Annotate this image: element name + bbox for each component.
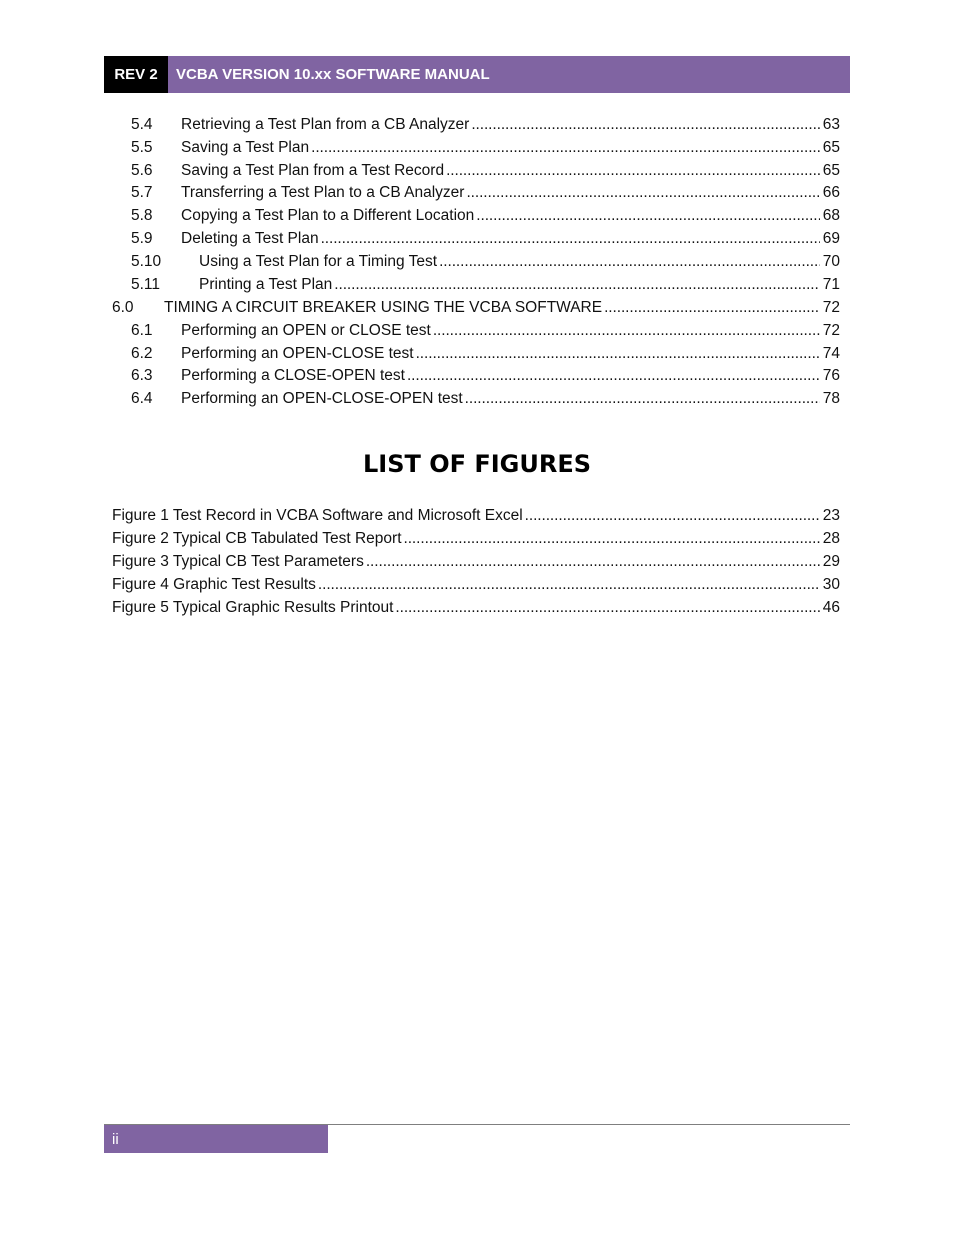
- toc-entry[interactable]: [131, 274, 840, 296]
- entry-title: Performing an OPEN-CLOSE test: [181, 345, 414, 362]
- entry-title: Figure 2 Typical CB Tabulated Test Report: [112, 530, 402, 547]
- toc-entry[interactable]: [112, 551, 840, 573]
- entry-number: 6.2: [131, 345, 153, 362]
- entry-page-number: 29: [822, 553, 840, 570]
- toc-entry[interactable]: [112, 597, 840, 619]
- entry-page-number: 46: [822, 599, 840, 616]
- entry-number: 6.4: [131, 390, 153, 407]
- toc-entry[interactable]: [131, 182, 840, 204]
- manual-title: VCBA VERSION 10.xx SOFTWARE MANUAL: [176, 66, 490, 83]
- entry-title: Retrieving a Test Plan from a CB Analyzer: [181, 116, 470, 133]
- entry-title: Using a Test Plan for a Timing Test: [199, 253, 438, 270]
- entry-number: 5.5: [131, 139, 153, 156]
- dot-leader: [404, 528, 821, 550]
- toc-entry[interactable]: [131, 343, 840, 365]
- entry-title: Performing a CLOSE-OPEN test: [181, 367, 405, 384]
- toc-entry[interactable]: [112, 505, 840, 527]
- dot-leader: [476, 205, 820, 227]
- entry-page-number: 30: [822, 576, 840, 593]
- entry-page-number: 65: [822, 139, 840, 156]
- dot-leader: [311, 137, 820, 159]
- toc-entry[interactable]: [131, 365, 840, 387]
- entry-page-number: 65: [822, 162, 840, 179]
- list-of-figures-heading: LIST OF FIGURES: [362, 450, 592, 478]
- toc-entry[interactable]: [131, 251, 840, 273]
- entry-title: Figure 1 Test Record in VCBA Software and Microsoft Excel: [112, 507, 523, 524]
- dot-leader: [465, 388, 820, 410]
- entry-title: Figure 5 Typical Graphic Results Printout: [112, 599, 394, 616]
- dot-leader: [407, 365, 820, 387]
- toc-entry[interactable]: [131, 160, 840, 182]
- entry-number: 5.11: [131, 276, 161, 293]
- entry-title: Figure 4 Graphic Test Results: [112, 576, 316, 593]
- entry-number: 5.8: [131, 207, 153, 224]
- dot-leader: [318, 574, 820, 596]
- entry-page-number: 70: [822, 253, 840, 270]
- entry-page-number: 74: [822, 345, 840, 362]
- entry-number: 5.7: [131, 184, 153, 201]
- entry-page-number: 69: [822, 230, 840, 247]
- entry-page-number: 63: [822, 116, 840, 133]
- entry-page-number: 28: [822, 530, 840, 547]
- toc-entry[interactable]: [131, 114, 840, 136]
- dot-leader: [395, 597, 820, 619]
- entry-number: 6.0: [112, 299, 134, 316]
- toc-entry[interactable]: [112, 297, 840, 319]
- dot-leader: [334, 274, 820, 296]
- entry-title: Deleting a Test Plan: [181, 230, 319, 247]
- entry-page-number: 71: [822, 276, 840, 293]
- entry-title: Copying a Test Plan to a Different Location: [181, 207, 475, 224]
- toc-entry[interactable]: [131, 320, 840, 342]
- entry-page-number: 68: [822, 207, 840, 224]
- dot-leader: [439, 251, 820, 273]
- entry-title: Performing an OPEN or CLOSE test: [181, 322, 431, 339]
- entry-number: 5.6: [131, 162, 153, 179]
- dot-leader: [433, 320, 820, 342]
- toc-entry[interactable]: [112, 528, 840, 550]
- entry-number: 6.3: [131, 367, 153, 384]
- entry-title: Saving a Test Plan: [181, 139, 310, 156]
- entry-number: 5.10: [131, 253, 162, 270]
- entry-page-number: 78: [822, 390, 840, 407]
- dot-leader: [416, 343, 820, 365]
- dot-leader: [366, 551, 820, 573]
- toc-entry[interactable]: [131, 137, 840, 159]
- entry-page-number: 66: [822, 184, 840, 201]
- entry-title: Transferring a Test Plan to a CB Analyzer: [181, 184, 465, 201]
- revision-label: REV 2: [104, 56, 168, 93]
- toc-entry[interactable]: [131, 388, 840, 410]
- dot-leader: [471, 114, 820, 136]
- entry-number: 5.4: [131, 116, 153, 133]
- entry-page-number: 72: [822, 322, 840, 339]
- entry-title: TIMING A CIRCUIT BREAKER USING THE VCBA SOFTWARE: [164, 299, 603, 316]
- dot-leader: [604, 297, 820, 319]
- toc-entry[interactable]: [112, 574, 840, 596]
- entry-number: 6.1: [131, 322, 153, 339]
- entry-title: Figure 3 Typical CB Test Parameters: [112, 553, 364, 570]
- entry-title: Saving a Test Plan from a Test Record: [181, 162, 445, 179]
- dot-leader: [321, 228, 820, 250]
- footer-page-number: ii: [104, 1125, 328, 1153]
- entry-page-number: 76: [822, 367, 840, 384]
- entry-number: 5.9: [131, 230, 153, 247]
- toc-entry[interactable]: [131, 205, 840, 227]
- toc-entry[interactable]: [131, 228, 840, 250]
- dot-leader: [446, 160, 820, 182]
- dot-leader: [466, 182, 820, 204]
- entry-page-number: 72: [822, 299, 840, 316]
- entry-title: Performing an OPEN-CLOSE-OPEN test: [181, 390, 463, 407]
- dot-leader: [525, 505, 820, 527]
- entry-title: Printing a Test Plan: [199, 276, 333, 293]
- page-header: [104, 56, 850, 93]
- entry-page-number: 23: [822, 507, 840, 524]
